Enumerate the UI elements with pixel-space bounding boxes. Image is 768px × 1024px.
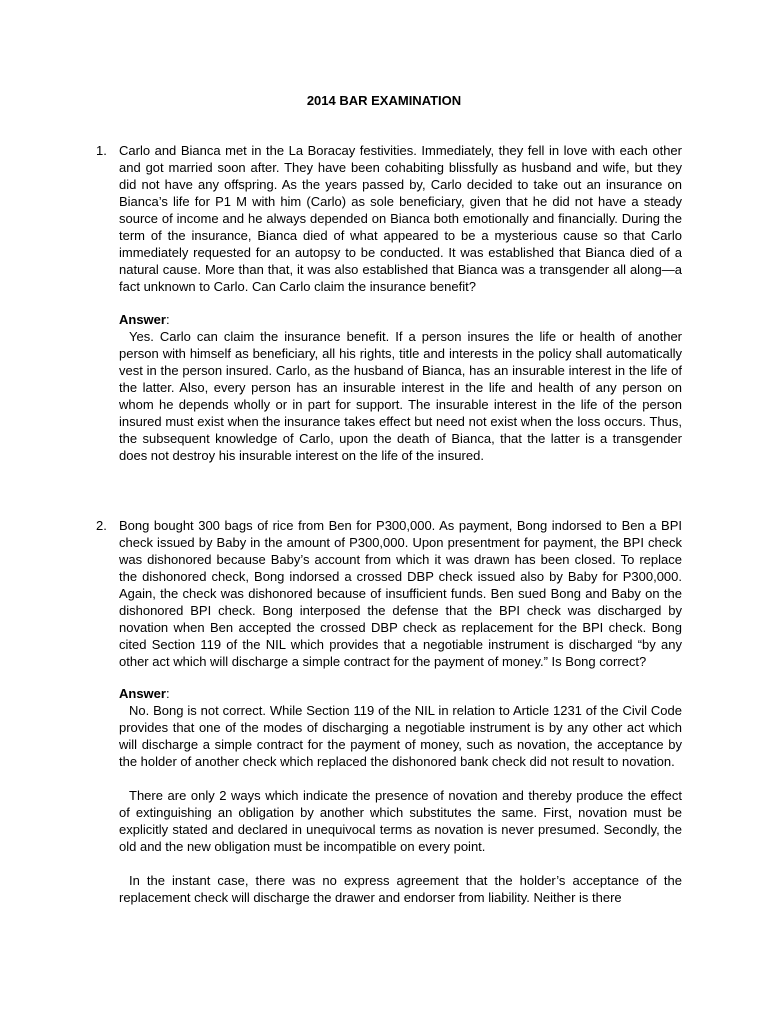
question-item-1 <box>96 142 682 464</box>
answer-paragraph: Yes. Carlo can claim the insurance benefit. If a person insures the life or health of another person with himself as beneficiary, all his rights, title and interests in the policy shall automatically vest in the person insured. Carlo, as the husband of Bianca, has an insurable interest in the life of the latter. Also, every person has an insurable interest in the life and health of any person on whom he depends wholly or in part for support. The insurable interest in the life of the person insured must exist when the insurance takes effect but need not exist when the loss occurs. Thus, the subsequent knowledge of Carlo, upon the death of Bianca, that the latter is a transgender does not destroy his insurable interest on the life of the insured. <box>119 329 682 463</box>
answer-paragraph: There are only 2 ways which indicate the presence of novation and thereby produce the effect of extinguishing an obligation by another which substitutes the same. First, novation must be explicitly stated and declared in unequivocal terms as novation is never presumed. Secondly, the old and the new obligation must be incompatible on every point. <box>119 788 682 854</box>
question-number: 2. <box>96 518 107 533</box>
document-title: 2014 BAR EXAMINATION <box>306 93 462 108</box>
answer-paragraph: In the instant case, there was no express agreement that the holder’s acceptance of the replacement check will discharge the drawer and endorser from liability. Neither is there <box>119 873 682 905</box>
answer-paragraph: No. Bong is not correct. While Section 119 of the NIL in relation to Article 1231 of the Civil Code provides that one of the modes of discharging a negotiable instrument is by any other act which will discharge a simple contract for the payment of money, such as novation, the acceptance by the holder of another check which replaced the dishonored bank check did not result to novation. <box>119 703 682 769</box>
question-number: 1. <box>96 143 107 158</box>
answer-label: Answer: <box>119 686 170 701</box>
answer-label: Answer: <box>119 312 170 327</box>
question-text: Bong bought 300 bags of rice from Ben for P300,000. As payment, Bong indorsed to Ben a BPI check issued by Baby in the amount of P300,000. Upon presentment for payment, the BPI check was dishonored because Baby’s account from which it was drawn has been closed. To replace the dishonored check, Bong indorsed a crossed DBP check issued also by Baby for P300,000. Again, the check was dishonored because of insufficient funds. Ben sued Bong and Baby on the dishonored BPI check. Bong interposed the defense that the BPI check was discharged by novation when Ben accepted the crossed DBP check as replacement for the BPI check. Bong cited Section 119 of the NIL which provides that a negotiable instrument is discharged “by any other act which will discharge a simple contract for the payment of money.” Is Bong correct? <box>119 518 682 669</box>
question-item-2 <box>96 517 682 906</box>
question-text: Carlo and Bianca met in the La Boracay festivities. Immediately, they fell in love with each other and got married soon after. They have been cohabiting blissfully as husband and wife, but they did not have any offspring. As the years passed by, Carlo decided to take out an insurance on Bianca’s life for P1 M with him (Carlo) as sole beneficiary, given that he did not have a steady source of income and he always depended on Bianca both emotionally and financially. During the term of the insurance, Bianca died of what appeared to be a mysterious cause so that Carlo immediately requested for an autopsy to be conducted. It was established that Bianca died of a natural cause. More than that, it was also established that Bianca was a transgender all along—a fact unknown to Carlo. Can Carlo claim the insurance benefit? <box>119 143 682 294</box>
